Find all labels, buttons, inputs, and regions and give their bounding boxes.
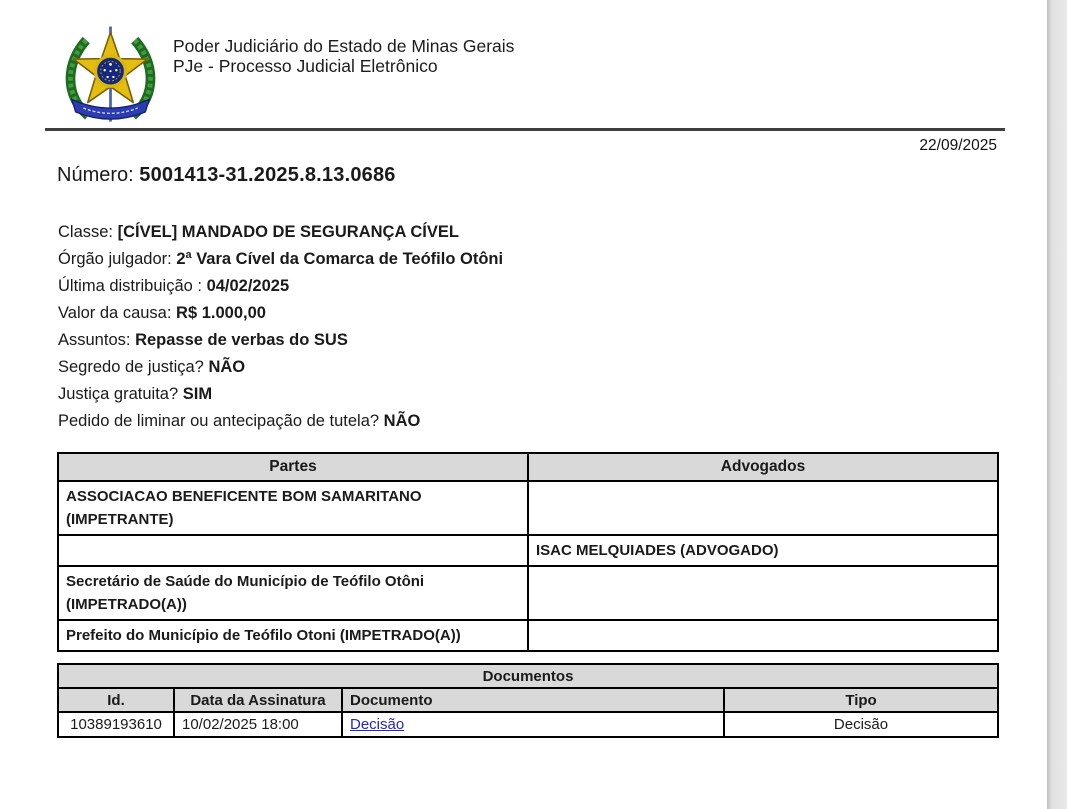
header-divider	[45, 128, 1005, 131]
partes-header-row	[58, 453, 998, 481]
advogado-cell	[528, 620, 998, 651]
advogado-cell	[528, 566, 998, 620]
parte-cell: Prefeito do Município de Teófilo Otoni (IMPETRADO(A))	[58, 620, 528, 651]
detail-ultima-distribuicao: Última distribuição : 04/02/2025	[58, 277, 290, 295]
col-header-tipo: Tipo	[724, 688, 998, 712]
case-details	[58, 219, 503, 435]
document-date: 22/09/2025	[919, 137, 997, 154]
documentos-title: Documentos	[58, 664, 998, 688]
detail-justica-gratuita: Justiça gratuita? SIM	[58, 385, 213, 403]
documento-link[interactable]: Decisão	[350, 716, 405, 733]
doc-tipo-cell: Decisão	[724, 712, 998, 737]
app-header	[173, 37, 514, 76]
col-header-data-assinatura: Data da Assinatura	[174, 688, 342, 712]
header-line2: PJe - Processo Judicial Eletrônico	[173, 55, 438, 76]
documentos-table	[57, 663, 999, 738]
detail-orgao-julgador: Órgão julgador: 2ª Vara Cível da Comarca de Teófilo Otôni	[58, 250, 504, 268]
partes-table	[57, 452, 999, 652]
documentos-header-row	[58, 688, 998, 712]
parte-cell: Secretário de Saúde do Município de Teófilo Otôni (IMPETRADO(A))	[58, 566, 528, 620]
header-line1: Poder Judiciário do Estado de Minas Gerais	[173, 36, 515, 56]
table-row	[58, 535, 998, 566]
detail-assuntos: Assuntos: Repasse de verbas do SUS	[58, 331, 348, 349]
case-number-line	[57, 164, 396, 187]
parte-cell: ASSOCIACAO BENEFICENTE BOM SAMARITANO (IMPETRANTE)	[58, 481, 528, 535]
col-header-id: Id.	[58, 688, 174, 712]
col-header-documento: Documento	[342, 688, 724, 712]
table-row	[58, 712, 998, 737]
detail-segredo-justica: Segredo de justiça? NÃO	[58, 358, 246, 376]
doc-id-cell: 10389193610	[58, 712, 174, 737]
case-number-label: Número:	[57, 164, 134, 186]
advogado-cell: ISAC MELQUIADES (ADVOGADO)	[528, 535, 998, 566]
detail-classe: Classe: [CÍVEL] MANDADO DE SEGURANÇA CÍVEL	[58, 223, 459, 241]
advogados-header: Advogados	[528, 453, 998, 481]
documentos-title-row	[58, 664, 998, 688]
brazil-coat-of-arms-icon	[62, 25, 159, 128]
table-row	[58, 566, 998, 620]
scrollbar-track[interactable]	[1047, 0, 1067, 809]
detail-pedido-liminar: Pedido de liminar ou antecipação de tutela? NÃO	[58, 412, 421, 430]
detail-valor-causa: Valor da causa: R$ 1.000,00	[58, 304, 266, 322]
doc-date-cell: 10/02/2025 18:00	[174, 712, 342, 737]
advogado-cell	[528, 481, 998, 535]
partes-header: Partes	[58, 453, 528, 481]
parte-cell	[58, 535, 528, 566]
doc-link-cell	[342, 712, 724, 737]
table-row	[58, 620, 998, 651]
table-row	[58, 481, 998, 535]
case-number-value: 5001413-31.2025.8.13.0686	[139, 164, 396, 186]
